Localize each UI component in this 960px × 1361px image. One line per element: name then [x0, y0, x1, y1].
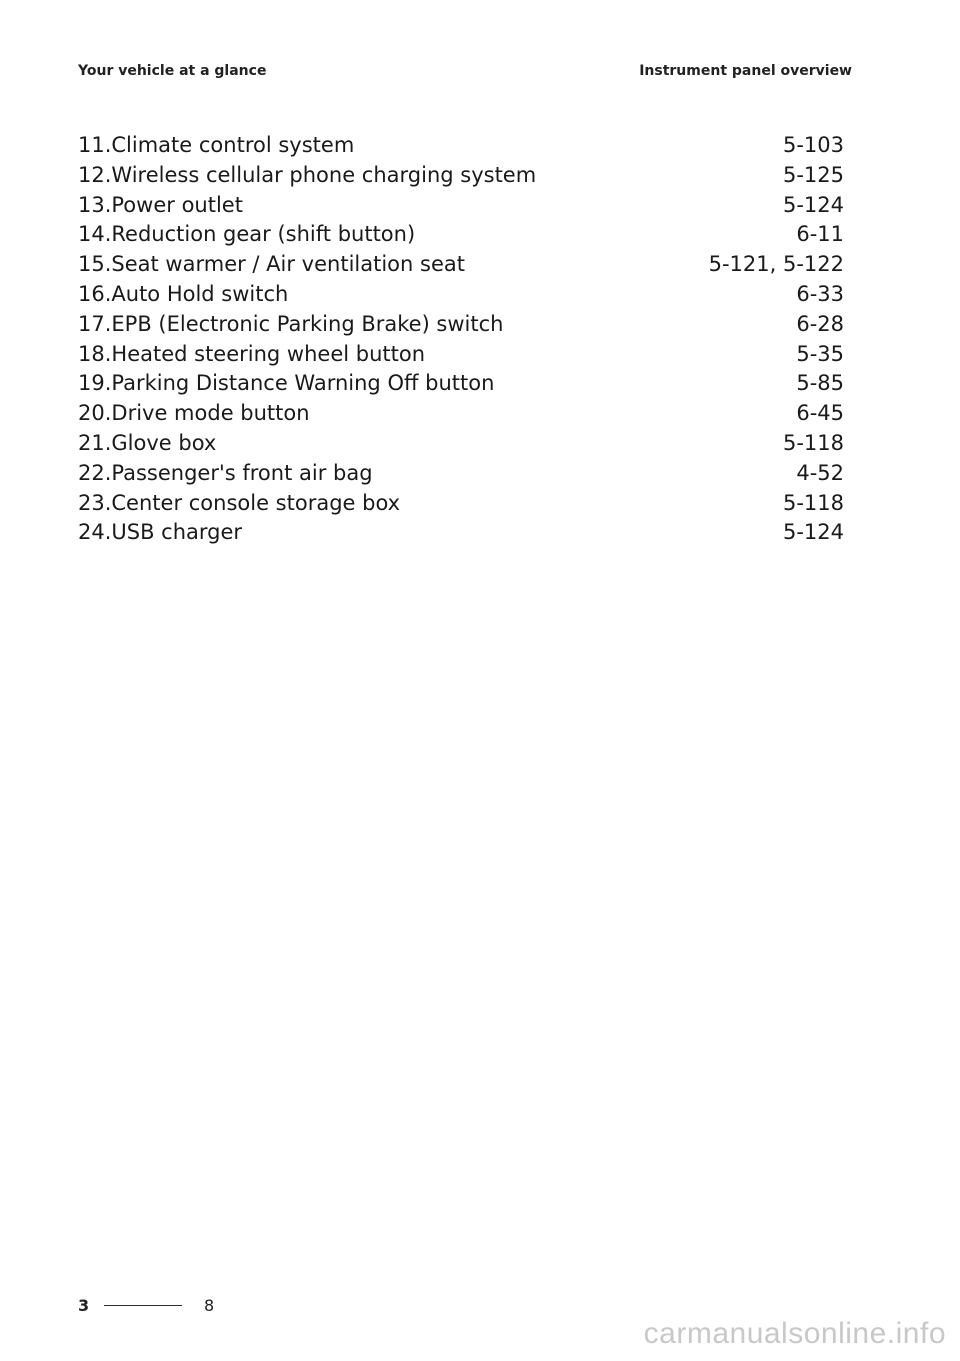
list-item	[78, 518, 844, 548]
item-label: 14.Reduction gear (shift button)	[78, 222, 416, 247]
item-label: 15.Seat warmer / Air ventilation seat	[78, 252, 465, 277]
item-page-ref: 5-125	[782, 162, 844, 187]
list-item	[78, 161, 844, 191]
item-label: 22.Passenger's front air bag	[78, 460, 373, 485]
watermark: carmanualsonline.info	[643, 1317, 946, 1350]
item-label: 18.Heated steering wheel button	[78, 341, 426, 366]
item-page-ref: 6-28	[796, 311, 844, 336]
page-header	[78, 60, 852, 82]
component-list	[78, 131, 844, 548]
list-item	[78, 131, 844, 161]
list-item	[78, 220, 844, 250]
list-item	[78, 340, 844, 370]
list-item	[78, 489, 844, 519]
footer-divider	[104, 1305, 182, 1306]
item-page-ref: 5-85	[796, 371, 844, 396]
chapter-number: 3	[78, 1295, 90, 1315]
item-label: 23.Center console storage box	[78, 490, 401, 515]
item-label: 11.Climate control system	[78, 133, 355, 157]
item-label: 16.Auto Hold switch	[78, 281, 289, 306]
section-title: Your vehicle at a glance	[78, 63, 267, 79]
item-label: 21.Glove box	[78, 430, 217, 455]
list-item	[78, 280, 844, 310]
item-label: 13.Power outlet	[78, 192, 243, 217]
item-page-ref: 5-103	[782, 133, 844, 157]
list-item	[78, 250, 844, 280]
item-label: 17.EPB (Electronic Parking Brake) switch	[78, 311, 504, 336]
item-page-ref: 6-33	[796, 281, 844, 306]
item-page-ref: 5-121, 5-122	[708, 252, 844, 277]
subsection-title: Instrument panel overview	[639, 63, 852, 79]
item-label: 12.Wireless cellular phone charging system	[78, 162, 537, 187]
item-page-ref: 5-35	[796, 341, 844, 366]
item-page-ref: 6-45	[796, 401, 844, 426]
item-page-ref: 4-52	[796, 460, 844, 485]
item-page-ref: 5-118	[782, 490, 844, 515]
page-number: 8	[204, 1295, 215, 1315]
list-item	[78, 399, 844, 429]
item-label: 24.USB charger	[78, 520, 243, 545]
page-footer	[78, 1294, 214, 1316]
list-item	[78, 429, 844, 459]
item-page-ref: 6-11	[796, 222, 844, 247]
item-page-ref: 5-118	[782, 430, 844, 455]
item-label: 20.Drive mode button	[78, 401, 310, 426]
item-label: 19.Parking Distance Warning Off button	[78, 371, 495, 396]
list-item	[78, 191, 844, 221]
list-item	[78, 459, 844, 489]
list-item	[78, 369, 844, 399]
item-page-ref: 5-124	[782, 192, 844, 217]
list-item	[78, 310, 844, 340]
item-page-ref: 5-124	[782, 520, 844, 545]
